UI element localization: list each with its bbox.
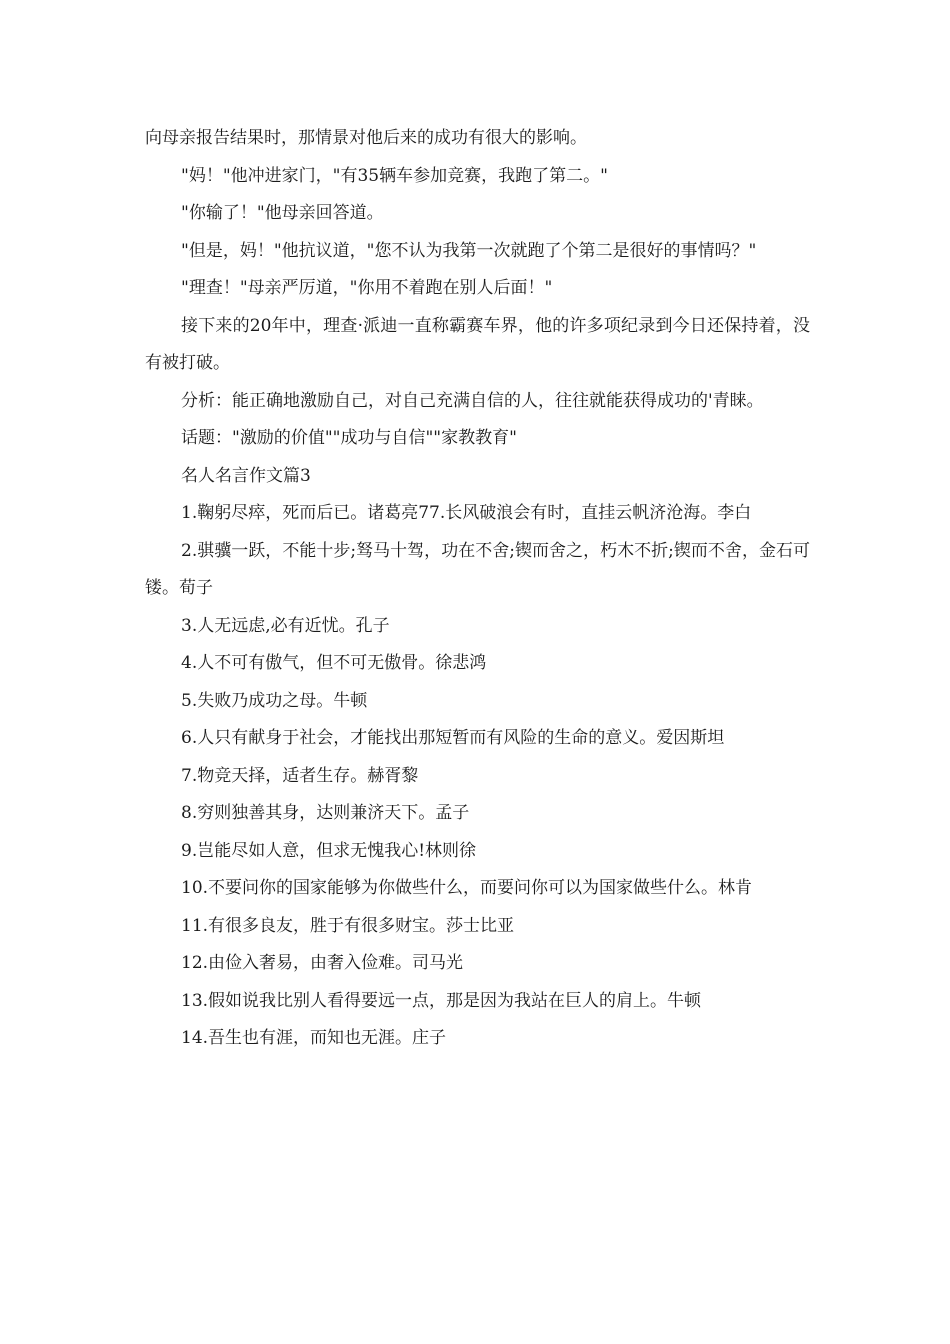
section-heading: 名人名言作文篇3 bbox=[181, 465, 311, 486]
paragraph: "理查！"母亲严厉道，"你用不着跑在别人后面！" bbox=[181, 278, 553, 298]
document-body bbox=[145, 120, 810, 1058]
quote-item: 14.吾生也有涯，而知也无涯。庄子 bbox=[181, 1028, 447, 1048]
quote-item: 2.骐骥一跃，不能十步;驽马十驾，功在不舍;锲而舍之，朽木不折;锲而不舍，金石可镂。荀子 bbox=[145, 540, 810, 598]
quote-item: 1.鞠躬尽瘁，死而后已。诸葛亮77.长风破浪会有时，直挂云帆济沧海。李白 bbox=[181, 503, 752, 523]
quote-item: 13.假如说我比别人看得要远一点，那是因为我站在巨人的肩上。牛顿 bbox=[181, 990, 702, 1011]
paragraph: "但是，妈！"他抗议道，"您不认为我第一次就跑了个第二是很好的事情吗？" bbox=[181, 240, 757, 261]
quote-item: 11.有很多良友，胜于有很多财宝。莎士比亚 bbox=[181, 915, 515, 936]
quote-item: 10.不要问你的国家能够为你做些什么，而要问你可以为国家做些什么。林肯 bbox=[181, 878, 753, 898]
quote-item: 12.由俭入奢易，由奢入俭难。司马光 bbox=[181, 953, 464, 973]
paragraph: 话题："激励的价值""成功与自信""家教教育" bbox=[181, 428, 517, 448]
paragraph: 接下来的20年中，理查·派迪一直称霸赛车界，他的许多项纪录到今日还保持着，没有被打破。 bbox=[145, 315, 810, 373]
quote-item: 9.岂能尽如人意，但求无愧我心!林则徐 bbox=[181, 840, 477, 861]
quote-item: 7.物竞天择，适者生存。赫胥黎 bbox=[181, 765, 419, 786]
paragraph: "你输了！"他母亲回答道。 bbox=[181, 203, 384, 223]
paragraph: "妈！"他冲进家门，"有35辆车参加竞赛，我跑了第二。" bbox=[181, 165, 608, 186]
paragraph: 向母亲报告结果时，那情景对他后来的成功有很大的影响。 bbox=[145, 128, 587, 148]
paragraph: 分析：能正确地激励自己，对自己充满自信的人，往往就能获得成功的'青睐。 bbox=[181, 390, 764, 411]
quote-item: 4.人不可有傲气，但不可无傲骨。徐悲鸿 bbox=[181, 653, 487, 673]
quote-item: 6.人只有献身于社会，才能找出那短暂而有风险的生命的意义。爱因斯坦 bbox=[181, 728, 725, 748]
quote-item: 3.人无远虑,必有近忧。孔子 bbox=[181, 615, 390, 636]
quote-item: 5.失败乃成功之母。牛顿 bbox=[181, 690, 368, 711]
quote-item: 8.穷则独善其身，达则兼济天下。孟子 bbox=[181, 803, 470, 823]
